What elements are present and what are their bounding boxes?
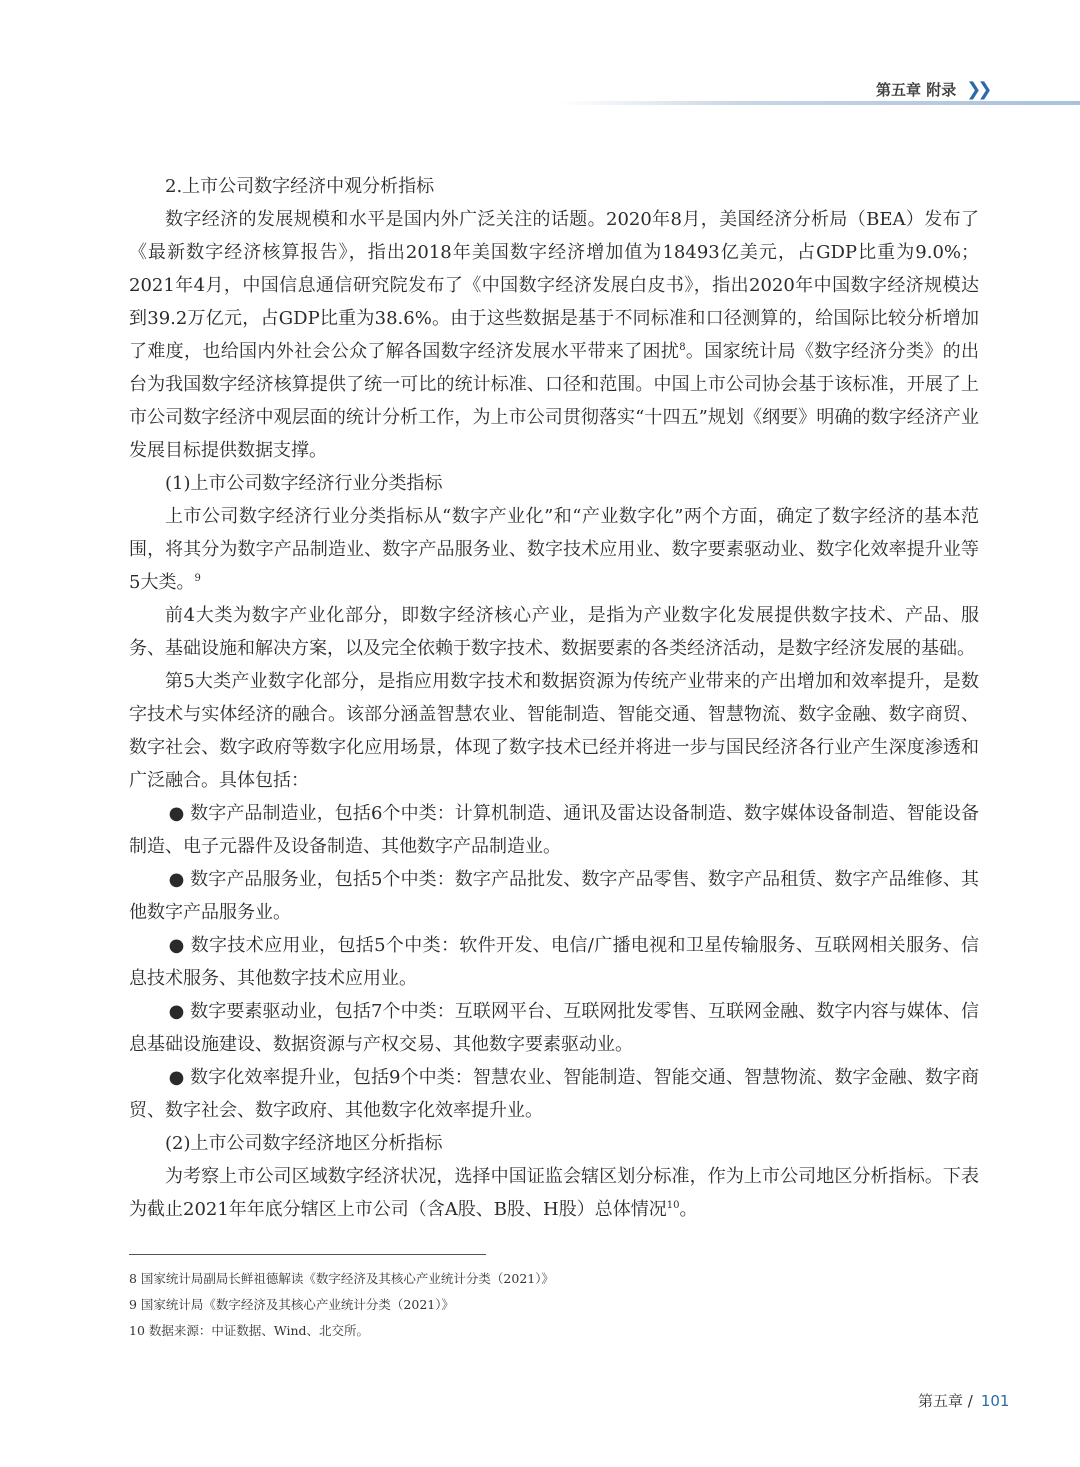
paragraph-4: 第5大类产业数字化部分，是指应用数字技术和数据资源为传统产业带来的产出增加和效率提升，是数字技术与实体经济的融合。该部分涵盖智慧农业、智能制造、智能交通、智慧物流、数字金融、数字商贸、数字社会、数字政府等数字化应用场景，体现了数字技术已经并将进一步与国民经济各行业产生深度渗透和广泛融合。具体包括： [129,671,979,791]
footnote-9: 9 国家统计局《数字经济及其核心产业统计分类（2021）》 [129,1297,454,1312]
subsection-heading-2: (2)上市公司数字经济地区分析指标 [165,1133,443,1154]
bullet-item: ● 数字技术应用业，包括5个中类：软件开发、电信/广播电视和卫星传输服务、互联网相关服务、信息技术服务、其他数字技术应用业。 [129,935,979,989]
subsection-heading-1: (1)上市公司数字经济行业分类指标 [165,473,443,494]
footnote-ref-8[interactable]: 8 [679,342,686,353]
chapter-title: 第五章 附录 [876,81,957,99]
bullet-item: ● 数字产品制造业，包括6个中类：计算机制造、通讯及雷达设备制造、数字媒体设备制造、智能设备制造、电子元器件及设备制造、其他数字产品制造业。 [129,803,979,857]
paragraph-5: 为考察上市公司区域数字经济状况，选择中国证监会辖区划分标准，作为上市公司地区分析指标。下表为截止2021年年底分辖区上市公司（含A股、B股、H股）总体情况$^{10}$。 [129,1166,979,1220]
footnote-ref-10[interactable]: 10 [666,1200,680,1211]
footnote-divider [129,1254,486,1255]
paragraph-3: 前4大类为数字产业化部分，即数字经济核心产业，是指为产业数字化发展提供数字技术、产品、服务、基础设施和解决方案，以及完全依赖于数字技术、数据要素的各类经济活动，是数字经济发展的基础。 [129,605,979,659]
main-content [129,170,979,1226]
page-footer [918,1390,1009,1411]
paragraph-1: 数字经济的发展规模和水平是国内外广泛关注的话题。2020年8月，美国经济分析局（BEA）发布了《最新数字经济核算报告》，指出2018年美国数字经济增加值为18493亿美元，占GDP比重为9.0%；2021年4月，中国信息通信研究院发布了《中国数字经济发展白皮书》，指出2020年中国数字经济规模达到39.2万亿元，占GDP比重为38.6%。由于这些数据是基于不同标准和口径测算的，给国际比较分析增加了难度，也给国内外社会公众了解各国数字经济发展水平带来了困扰$^8$。国家统计局《数字经济分类》的出台为我国数字经济核算提供了统一可比的统计标准、口径和范围。中国上市公司协会基于该标准，开展了上市公司数字经济中观层面的统计分析工作，为上市公司贯彻落实“十四五”规划《纲要》明确的数字经济产业发展目标提供数据支撑。 [129,209,979,461]
footnote-10: 10 数据来源：中证数据、Wind、北交所。 [129,1323,370,1338]
bullet-item: ● 数字化效率提升业，包括9个中类：智慧农业、智能制造、智能交通、智慧物流、数字金融、数字商贸、数字社会、数字政府、其他数字化效率提升业。 [129,1067,979,1121]
page-number: 101 [980,1391,1010,1410]
bullet-item: ● 数字产品服务业，包括5个中类：数字产品批发、数字产品零售、数字产品租赁、数字产品维修、其他数字产品服务业。 [129,869,979,923]
footnote-8: 8 国家统计局副局长鲜祖德解读《数字经济及其核心产业统计分类（2021）》 [129,1271,554,1286]
bullet-item: ● 数字要素驱动业，包括7个中类：互联网平台、互联网批发零售、互联网金融、数字内容与媒体、信息基础设施建设、数据资源与产权交易、其他数字要素驱动业。 [129,1001,979,1055]
footnotes [129,1266,979,1344]
section-heading: 2.上市公司数字经济中观分析指标 [165,176,435,197]
header-rule [560,101,1080,105]
footer-chapter: 第五章 / [918,1392,973,1410]
running-header [876,79,988,100]
double-chevron-right-icon: ❯❯ [966,79,989,100]
paragraph-2: 上市公司数字经济行业分类指标从“数字产业化”和“产业数字化”两个方面，确定了数字经济的基本范围，将其分为数字产品制造业、数字产品服务业、数字技术应用业、数字要素驱动业、数字化效率提升业等5大类。$^9$ [129,506,979,593]
footnote-ref-9[interactable]: 9 [194,573,201,584]
